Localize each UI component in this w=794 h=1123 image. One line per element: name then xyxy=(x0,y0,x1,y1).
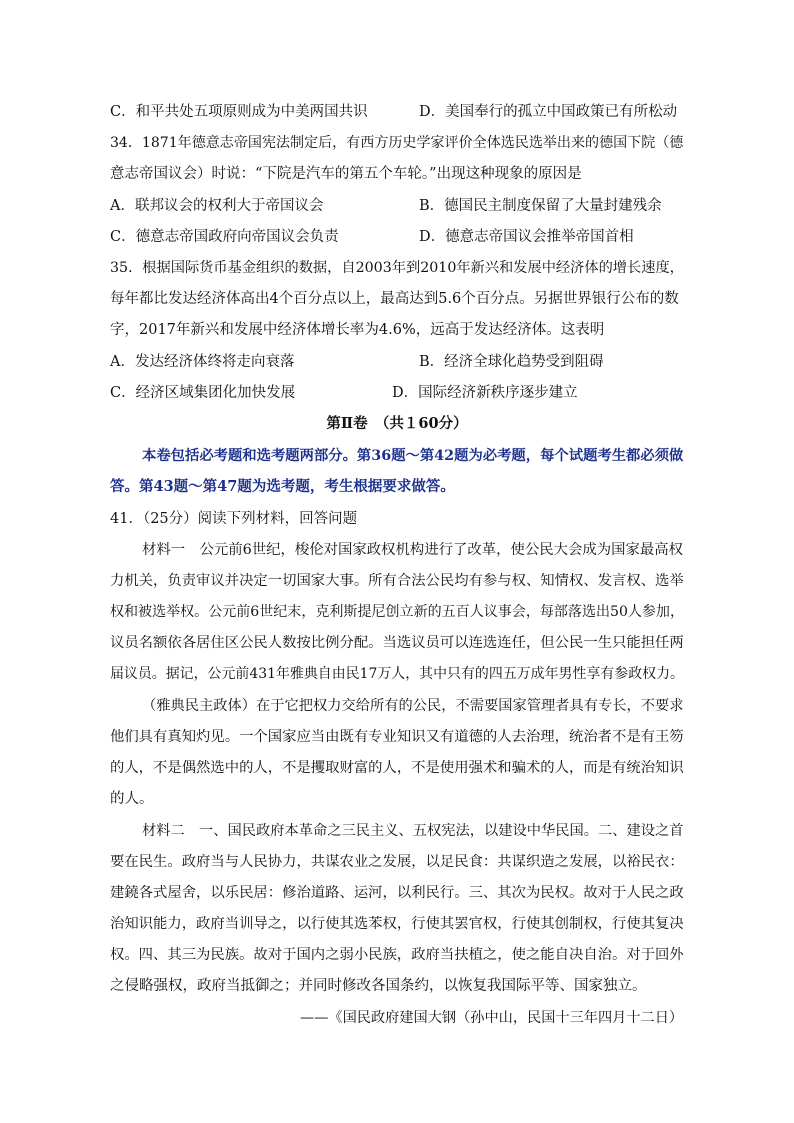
q35-stem-line-3: 字，2017年新兴和发展中经济体增长率为4.6%，远高于发达经济体。这表明 xyxy=(110,322,605,338)
q41-material1-line-5: 届议员。据记，公元前431年雅典自由民17万人，其中只有的四五万成年男性享有参政权力。 xyxy=(110,666,684,682)
q33-option-d: D．美国奉行的孤立中国政策已有所松动 xyxy=(419,104,678,120)
q41-material2-line-6: 之侵略强权，政府当抵御之；并同时修改各国条约，以恢复我国际平等、国家独立。 xyxy=(110,978,647,994)
q35-option-d: D．国际经济新秩序逐步建立 xyxy=(392,385,578,401)
q41-material1-quote-line-4: 的人。 xyxy=(110,791,154,807)
q34-option-b: B．德国民主制度保留了大量封建残余 xyxy=(419,198,662,214)
q35-stem-line-2: 每年都比发达经济体高出4个百分点以上，最高达到5.6个百分点。另据世界银行公布的数 xyxy=(110,291,679,307)
q41-material1-quote-line-3: 的人，不是偶然选中的人，不是攫取财富的人，不是使用强术和骗术的人，而是有统治知识 xyxy=(110,760,684,776)
q41-material1-line-1: 材料一 公元前6世纪，梭伦对国家政权机构进行了改革，使公民大会成为国家最高权 xyxy=(142,542,684,558)
q41-material2-line-3: 建鐃各式屋舍，以乐民居：修治道路、运河，以利民行。三、其次为民权。故对于人民之政 xyxy=(110,885,684,901)
q35-option-c: C．经济区域集团化加快发展 xyxy=(110,385,296,401)
q34-stem-line-1: 34．1871年德意志帝国宪法制定后，有西方历史学家评价全体选民选举出来的德国下院（德 xyxy=(110,135,684,151)
q34-stem-line-2: 意志帝国议会）时说：“下院是汽车的第五个车轮。”出现这种现象的原因是 xyxy=(110,166,582,182)
q41-material1-line-2: 力机关，负责审议并决定一切国家大事。所有合法公民均有参与权、知情权、发言权、选举 xyxy=(110,573,684,589)
q41-material1-line-4: 议员名额依各居住区公民人数按比例分配。当选议员可以连选连任，但公民一生只能担任两 xyxy=(110,635,684,651)
q41-material2-line-1: 材料二 一、国民政府本革命之三民主义、五权宪法，以建设中华民国。二、建设之首 xyxy=(142,823,684,839)
section2-title: 第Ⅱ卷 （共１60分） xyxy=(326,415,468,432)
q33-option-c: C．和平共处五项原则成为中美两国共识 xyxy=(110,104,368,120)
q35-option-a: A．发达经济体终将走向衰落 xyxy=(110,354,295,370)
q35-stem-line-1: 35．根据国际货币基金组织的数据，自2003年到2010年新兴和发展中经济体的增长速度， xyxy=(110,260,684,276)
q35-option-b: B．经济全球化趋势受到阻碍 xyxy=(419,354,604,370)
section2-note-line-2: 答。第43题～第47题为选考题，考生根据要求做答。 xyxy=(110,478,455,495)
section2-note-line-1: 本卷包括必考题和选考题两部分。第36题～第42题为必考题，每个试题考生都必须做 xyxy=(142,448,684,464)
q41-stem: 41．（25分）阅读下列材料，回答问题 xyxy=(110,511,358,527)
q41-material1-line-3: 权和被选举权。公元前6世纪末，克利斯提尼创立新的五百人议事会，每部落选出50人参加， xyxy=(110,604,684,620)
q41-material2-line-4: 治知识能力，政府当训导之，以行使其选苯权，行使其罢官权，行使其创制权，行使其复决 xyxy=(110,916,684,932)
q34-option-a: A．联邦议会的权利大于帝国议会 xyxy=(110,198,324,214)
q41-material1-quote-line-2: 他们具有真知灼见。一个国家应当由既有专业知识又有道德的人去治理，统治者不是有王笏 xyxy=(110,729,684,745)
q34-option-c: C．德意志帝国政府向帝国议会负责 xyxy=(110,229,339,245)
q41-material2-source: ——《国民政府建国大钢（孙中山，民国十三年四月十二日） xyxy=(300,1010,684,1026)
q41-material2-line-5: 权。四、其三为民族。故对于国内之弱小民族，政府当扶植之，使之能自决自治。对于回外 xyxy=(110,947,684,963)
q41-material2-line-2: 要在民生。政府当与人民协力，共谋农业之发展，以足民食：共谋织造之发展，以裕民衣： xyxy=(110,854,684,870)
q34-option-d: D．德意志帝国议会推举帝国首相 xyxy=(419,229,634,245)
q41-material1-quote-line-1: （雅典民主政体）在于它把权力交给所有的公民，不需要国家管理者具有专长，不要求 xyxy=(142,698,684,714)
